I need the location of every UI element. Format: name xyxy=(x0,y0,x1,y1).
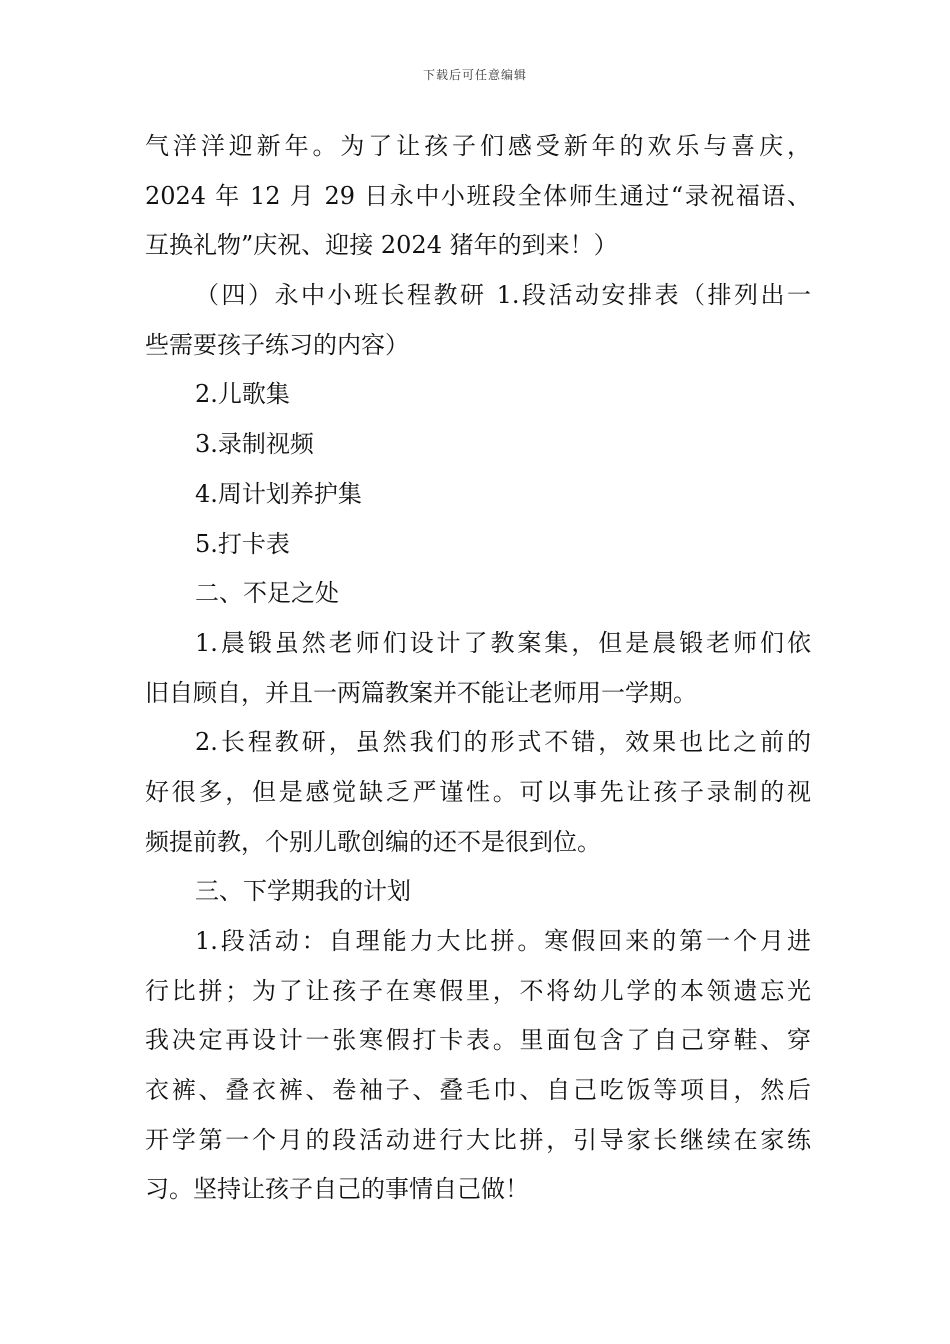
text-line: 旧自顾自，并且一两篇教案并不能让老师用一学期。 xyxy=(145,678,697,707)
text-line: （四）永中小班长程教研 1.段活动安排表（排列出一 xyxy=(195,281,811,310)
text-line: 4.周计划养护集 xyxy=(195,479,362,508)
text-line: 互换礼物”庆祝、迎接 2024 猪年的到来！） xyxy=(145,231,618,260)
text-line: 2.长程教研，虽然我们的形式不错，效果也比之前的 xyxy=(195,728,811,757)
text-line: 气洋洋迎新年。为了让孩子们感受新年的欢乐与喜庆， xyxy=(145,132,811,160)
text-line: 二、不足之处 xyxy=(195,579,339,608)
text-line: 5.打卡表 xyxy=(195,529,290,558)
text-line: 2.儿歌集 xyxy=(195,380,290,409)
text-line: 我决定再设计一张寒假打卡表。里面包含了自己穿鞋、穿 xyxy=(145,1026,811,1055)
text-line: 习。坚持让孩子自己的事情自己做！ xyxy=(145,1175,529,1204)
text-line: 1.晨锻虽然老师们设计了教案集，但是晨锻老师们依 xyxy=(195,628,811,657)
text-line: 3.录制视频 xyxy=(195,430,314,459)
text-line: 些需要孩子练习的内容） xyxy=(145,330,409,359)
document-body xyxy=(145,122,811,1215)
text-line: 行比拼；为了让孩子在寒假里，不将幼儿学的本领遗忘光 xyxy=(145,976,811,1005)
text-line: 好很多，但是感觉缺乏严谨性。可以事先让孩子录制的视 xyxy=(145,777,811,806)
text-line: 频提前教，个别儿歌创编的还不是很到位。 xyxy=(145,827,601,856)
text-line: 开学第一个月的段活动进行大比拼，引导家长继续在家练 xyxy=(145,1125,811,1154)
text-line: 1.段活动：自理能力大比拼。寒假回来的第一个月进 xyxy=(195,927,811,955)
page-header: 下载后可任意编辑 xyxy=(422,68,527,82)
text-line: 2024 年 12 月 29 日永中小班段全体师生通过“录祝福语、 xyxy=(145,181,811,210)
text-line: 三、下学期我的计划 xyxy=(195,877,411,906)
text-line: 衣裤、叠衣裤、卷袖子、叠毛巾、自己吃饭等项目，然后 xyxy=(145,1076,811,1105)
